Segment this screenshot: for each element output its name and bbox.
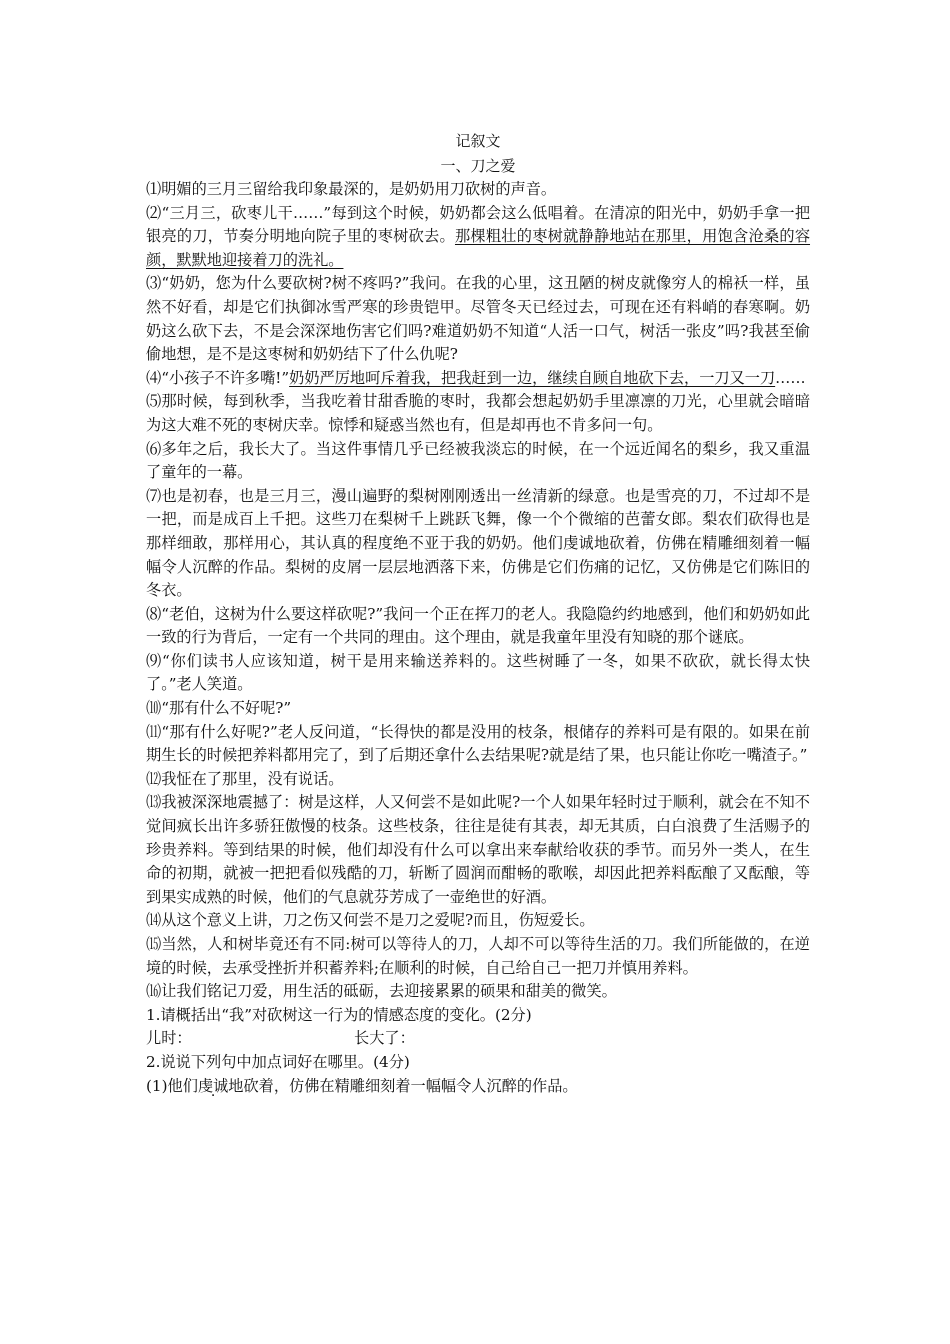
paragraph [146, 721, 810, 768]
paragraph [146, 697, 810, 721]
paragraph-number: ⑵ [146, 203, 162, 222]
paragraph [146, 367, 810, 391]
dotted-word: 虔诚 [197, 1076, 229, 1095]
paragraph-number: ⑼ [146, 651, 163, 670]
paragraph-number: ⑾ [146, 722, 162, 741]
question-1-answer-row [146, 1027, 810, 1051]
paragraph-number: ⑹ [146, 439, 162, 458]
paragraph-number: ⑺ [146, 486, 162, 505]
paragraph-text: “你们读书人应该知道，树干是用来输送养料的。这些树睡了一冬，如果不砍砍，就长得太快了。”老人笑道。 [146, 651, 811, 694]
paragraph-number: ⒂ [146, 935, 162, 953]
paragraph-number: ⑸ [146, 392, 162, 411]
paragraph [146, 390, 810, 437]
paragraph [146, 178, 810, 202]
paragraph-text: “那有什么好呢?”老人反问道，“长得快的都是没用的枝条，根储存的养料可是有限的。如果在前期生长的时候把养料都用完了，到了后期还拿什么去结果呢?就是结了果，也只能让你吃一嘴渣子。” [146, 722, 811, 765]
paragraph-number: ⑴ [146, 180, 162, 198]
underlined-sentence: 奶奶严厉地呵斥着我，把我赶到一边，继续自顾自地砍下去，一刀又一刀 [289, 368, 776, 387]
paragraph [146, 768, 810, 792]
paragraph-number: ⑿ [146, 769, 162, 788]
paragraph-text: “奶奶，您为什么要砍树?树不疼吗?”我问。在我的心里，这丑陋的树皮就像穷人的棉袄一样，虽然不好看，却是它们执御冰雪严寒的珍贵铠甲。尽管冬天已经过去，可现在还有料峭的春寒啊。奶奶这么砍下去，不是会深深地伤害它们吗?难道奶奶不知道“人活一口气，树活一张皮”吗?我甚至偷偷地想，是不是这枣树和奶奶结下了什么仇呢? [146, 274, 810, 364]
paragraph-text: 让我们铭记刀爱，用生活的砥砺，去迎接累累的硕果和甜美的微笑。 [161, 982, 617, 1001]
paragraph-text: 那时候，每到秋季，当我吃着甘甜香脆的枣时，我都会想起奶奶手里凛凛的刀光，心里就会暗暗为这大难不死的枣树庆幸。惊悸和疑惑当然也有，但是却再也不肯多问一句。 [146, 392, 811, 434]
paragraph-text: “那有什么不好呢?” [161, 699, 292, 718]
paragraph-number: ⑽ [146, 699, 162, 718]
q2-item-text-pre: (1)他们 [146, 1076, 198, 1095]
paragraph-number: ⒃ [146, 982, 162, 1001]
paragraph [146, 791, 810, 909]
answer-adult-label: 长大了： [354, 1029, 415, 1048]
paragraph-text: 也是初春，也是三月三，漫山遍野的梨树刚刚透出一丝清新的绿意。也是雪亮的刀，不过却不是一把，而是成百上千把。这些刀在梨树千上跳跃飞舞，像一个个微缩的芭蕾女郎。梨农们砍得也是那样细敢，那样用心，其认真的程度绝不亚于我的奶奶。他们虔诚地砍着，仿佛在精雕细刻着一幅幅令人沉醉的作品。梨树的皮屑一层层地洒落下来，仿佛是它们伤痛的记忆，又仿佛是它们陈旧的冬衣。 [146, 486, 811, 600]
article-title: 一、刀之爱 [440, 157, 516, 175]
underlined-sentence: 那棵粗壮的枣树就静静地站在那里，用饱含沧桑的容颜，默默地迎接着刀的洗礼。 [146, 227, 811, 269]
question-1: 1.请概括出“我”对砍树这一行为的情感态度的变化。(2分) [146, 1005, 532, 1024]
document-page [146, 118, 810, 1098]
paragraph-text: 我怔在了那里，没有说话。 [161, 769, 344, 788]
paragraph [146, 909, 810, 933]
paragraph-text: 当然，人和树毕竟还有不同:树可以等待人的刀，人却不可以等待生活的刀。我们所能做的，在逆境的时候，去承受挫折并积蓄养料;在顺利的时候，自己给自己一把刀并慎用养料。 [146, 935, 810, 977]
paragraph-number: ⒀ [146, 793, 162, 812]
paragraph-text: 我被深深地震撼了：树是这样，人又何尝不是如此呢?一个人如果年轻时过于顺利，就会在不知不觉间疯长出许多骄狂傲慢的枝条。这些枝条，往往是徒有其表，却无其质，白白浪费了生活赐予的珍贵养料。等到结果的时候，他们却没有什么可以拿出来奉献给收获的季节。而另外一类人，在生命的初期，就被一把把看似残酷的刀，斩断了圆润而酣畅的歌喉，却因此把养料酝酿了又酝酿，等到果实成熟的时候，他们的气息就芬芳成了一壶绝世的好酒。 [146, 793, 810, 906]
question-2-item-1 [146, 1075, 810, 1099]
paragraph-text: 多年之后，我长大了。当这件事情几乎已经被我淡忘的时候，在一个远近闻名的梨乡，我又重温了童年的一幕。 [146, 439, 811, 482]
paragraph-number: ⒁ [146, 911, 162, 930]
document-title: 记叙文 [455, 132, 501, 150]
paragraph-number: ⑻ [146, 604, 162, 623]
paragraph-text: “老伯，这树为什么要这样砍呢?”我问一个正在挥刀的老人。我隐隐约约地感到，他们和奶奶如此一致的行为背后，一定有一个共同的理由。这个理由，就是我童年里没有知晓的那个谜底。 [146, 604, 811, 647]
paragraph-text-tail: …… [775, 368, 806, 387]
paragraph [146, 650, 810, 697]
paragraph-text: “三月三，砍枣儿干……”每到这个时候，奶奶都会这么低唱着。在清凉的阳光中，奶奶手拿一把银亮的刀，节奏分明地向院子里的枣树砍去。 [146, 203, 811, 246]
paragraph [146, 933, 810, 980]
paragraph-text: 从这个意义上讲，刀之伤又何尝不是刀之爱呢?而且，伤短爱长。 [161, 911, 595, 930]
q2-item-text-post: 地砍着，仿佛在精雕细刻着一幅幅令人沉醉的作品。 [228, 1076, 578, 1095]
paragraph [146, 603, 810, 650]
paragraph-text: “小孩子不许多嘴!” [161, 368, 290, 387]
paragraph [146, 272, 810, 366]
answer-child-label: 儿时： [146, 1029, 192, 1048]
article-body [146, 178, 810, 1004]
paragraph [146, 485, 810, 603]
paragraph [146, 202, 810, 273]
paragraph-number: ⑷ [146, 368, 162, 387]
paragraph [146, 980, 810, 1004]
paragraph-number: ⑶ [146, 274, 162, 293]
paragraph-text: 明媚的三月三留给我印象最深的，是奶奶用刀砍树的声音。 [161, 180, 557, 198]
question-2: 2.说说下列句中加点词好在哪里。(4分) [146, 1052, 410, 1071]
paragraph [146, 438, 810, 485]
